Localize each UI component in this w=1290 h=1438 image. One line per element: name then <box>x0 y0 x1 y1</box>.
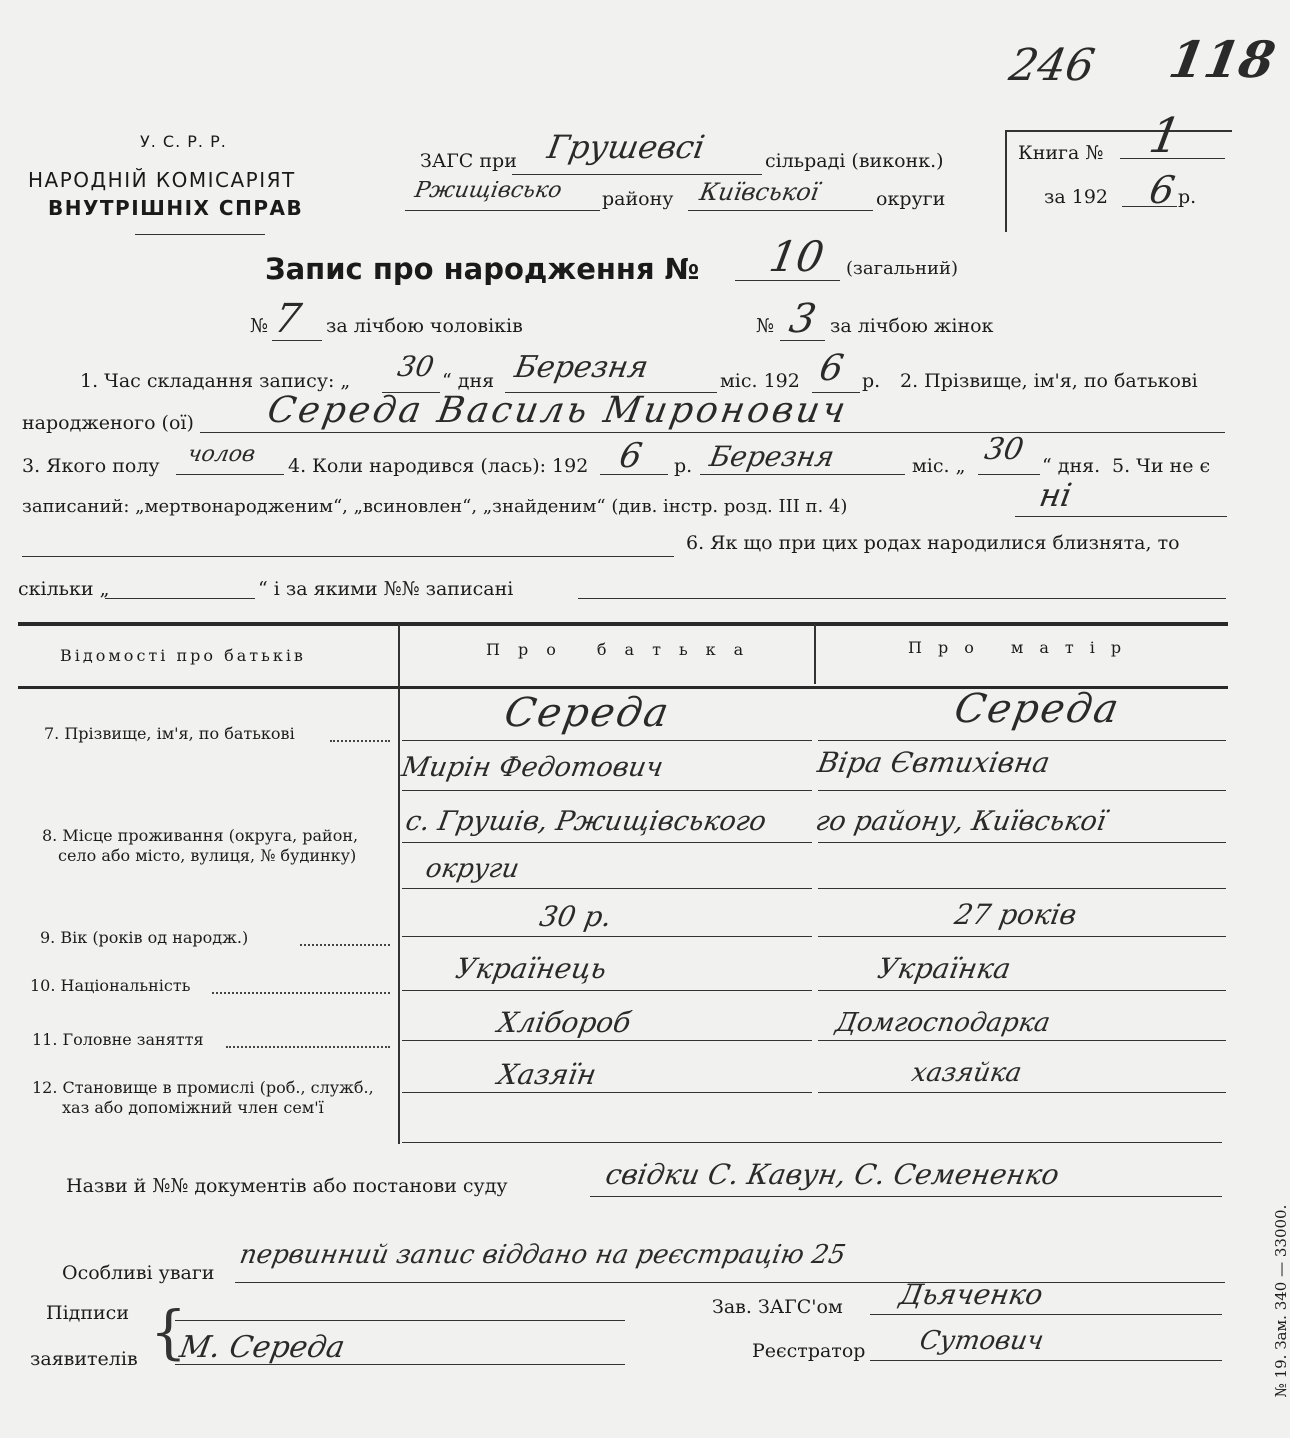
table-col-divider-2 <box>814 624 816 684</box>
affairs-label: ВНУТРІШНІХ СПРАВ <box>48 196 304 220</box>
mother-place-line-2 <box>818 888 1226 889</box>
f1-month-label: міс. 192 <box>720 370 800 392</box>
f1-year-label: р. <box>862 370 881 392</box>
mother-name-line <box>818 790 1226 791</box>
f6-numbers-line <box>578 598 1226 599</box>
row-label-name: 7. Прізвище, ім'я, по батькові <box>44 724 295 743</box>
remarks-label: Особливі уваги <box>62 1262 215 1284</box>
zags-head-signature: Дьяченко <box>897 1278 1046 1311</box>
table-top-border <box>18 622 1228 626</box>
f5-value: ні <box>1036 476 1075 514</box>
row-age-dots <box>300 944 390 946</box>
applicant-signature: М. Середа <box>176 1330 348 1365</box>
zags-head-label: Зав. ЗАГС'ом <box>712 1296 843 1318</box>
female-count-line <box>780 340 825 341</box>
registrar-signature: Сутович <box>917 1326 1046 1356</box>
f6-blank-line <box>22 556 674 557</box>
father-age-line <box>402 936 812 937</box>
father-status-line <box>402 1092 812 1093</box>
folio-number: 118 <box>1164 30 1280 89</box>
book-year-line <box>1122 206 1177 207</box>
father-surname-line <box>402 740 812 741</box>
documents-line <box>590 1196 1222 1197</box>
table-bottom-line <box>402 1142 1222 1143</box>
zags-village-line <box>512 174 762 175</box>
father-status: Хазяїн <box>495 1058 599 1091</box>
mother-status: хазяйка <box>909 1058 1024 1088</box>
table-col-divider-1 <box>398 624 400 1144</box>
f2-line <box>200 432 1225 433</box>
mother-surname-line <box>818 740 1226 741</box>
father-name: Мирін Федотович <box>399 752 666 783</box>
ussr-label: У. С. Р. Р. <box>140 132 227 151</box>
col-header-mother: Про матір <box>908 638 1138 657</box>
f6-label: 6. Як що при цих родах народилися близнята, то <box>686 532 1180 554</box>
f2-label: 2. Прізвище, ім'я, по батькові <box>900 370 1198 392</box>
row-label-age: 9. Вік (років од народж.) <box>40 928 249 947</box>
f4-day: 30 <box>981 432 1027 467</box>
female-count-label: за лічбою жінок <box>830 315 994 337</box>
book-number: 1 <box>1145 108 1186 164</box>
signatures-brace: { <box>150 1298 187 1366</box>
commissariat-label: НАРОДНІЙ КОМІСАРІЯТ <box>28 168 296 192</box>
book-year-suffix: р. <box>1178 186 1197 208</box>
okruha-line <box>688 210 873 211</box>
row-label-residence-2: село або місто, вулиця, № будинку) <box>58 846 357 865</box>
row-label-status-2: хаз або допоміжний член сем'ї <box>62 1098 324 1117</box>
district-label: району <box>602 188 674 210</box>
book-number-line <box>1120 158 1225 159</box>
f1-day: 30 <box>395 350 437 383</box>
mother-age: 27 років <box>952 898 1080 931</box>
row-label-status-1: 12. Становище в промислі (роб., служб., <box>32 1078 374 1097</box>
father-name-line <box>402 790 812 791</box>
record-number: 10 <box>765 232 828 281</box>
okruha-label: округи <box>876 188 946 210</box>
row-label-occupation: 11. Головне заняття <box>32 1030 204 1049</box>
okruha-value: Київської <box>697 178 822 206</box>
f3-label: 3. Якого полу <box>22 455 160 477</box>
f5-label: 5. Чи не є <box>1112 455 1211 477</box>
father-occupation-line <box>402 1040 812 1041</box>
remarks-line <box>235 1282 1225 1283</box>
f4-year-label: р. <box>674 455 693 477</box>
f4-month: Березня <box>707 440 837 473</box>
mother-nationality: Українка <box>875 952 1014 985</box>
applicant-line-2 <box>175 1364 625 1365</box>
father-nationality: Українець <box>453 952 610 985</box>
f4-label: 4. Коли народився (лась): 192 <box>288 455 589 477</box>
col-header-father: Про батька <box>486 640 762 659</box>
father-age: 30 р. <box>537 900 615 933</box>
row-name-dots <box>330 740 390 742</box>
book-year-digit: 6 <box>1146 168 1179 212</box>
male-count-prefix: № <box>250 315 268 337</box>
row-occupation-dots <box>226 1046 390 1048</box>
zags-suffix: сільраді (виконк.) <box>765 150 944 172</box>
father-occupation: Хлібороб <box>495 1006 634 1039</box>
f3-value: чолов <box>185 442 258 467</box>
district-value: Ржищівсько <box>412 178 564 203</box>
father-surname: Середа <box>500 690 674 736</box>
applicants-label: заявителів <box>30 1348 138 1370</box>
record-title-suffix: (загальний) <box>846 258 958 279</box>
f4-month-line <box>700 474 905 475</box>
record-title: Запис про народження № <box>265 252 700 286</box>
f5-label-2: записаний: „мертвонародженим“, „всиновлен“, „знайденим“ (див. інстр. розд. III п. 4) <box>22 496 848 517</box>
remarks-value: первинний запис віддано на реєстрацію 25 <box>237 1240 848 1270</box>
row-nationality-dots <box>212 992 390 994</box>
mother-surname: Середа <box>950 686 1124 732</box>
f1-label: 1. Час складання запису: „ <box>80 370 351 392</box>
registrar-line <box>870 1360 1222 1361</box>
registrar-label: Реєстратор <box>752 1340 866 1362</box>
header-underline <box>135 234 265 235</box>
f1-day-label: “ дня <box>442 370 495 392</box>
father-place-1: с. Грушів, Ржищівського <box>403 806 769 837</box>
f4-year-line <box>600 474 668 475</box>
mother-occupation: Домгосподарка <box>833 1008 1053 1038</box>
col-header-parents: Відомості про батьків <box>60 646 306 665</box>
female-count-number: 3 <box>785 296 820 342</box>
row-label-residence-1: 8. Місце проживання (округа, район, <box>42 826 359 845</box>
mother-occupation-line <box>818 1040 1226 1041</box>
archive-sheet-number: 246 <box>1005 40 1099 91</box>
applicant-line-1 <box>175 1320 625 1321</box>
mother-age-line <box>818 936 1226 937</box>
male-count-number: 7 <box>270 296 305 342</box>
father-place-line-2 <box>402 888 812 889</box>
male-count-line <box>272 340 322 341</box>
signatures-label: Підписи <box>46 1302 129 1324</box>
mother-place-line-1 <box>818 842 1226 843</box>
district-line <box>405 210 600 211</box>
f6-label-3: “ і за якими №№ записані <box>258 578 514 600</box>
f1-year: 6 <box>816 348 847 389</box>
book-year-prefix: за 192 <box>1044 186 1108 208</box>
f4-day-line <box>978 474 1040 475</box>
f5-line <box>1015 516 1227 517</box>
mother-name: Віра Євтихівна <box>815 746 1053 779</box>
f3-line <box>176 474 284 475</box>
father-place-line-1 <box>402 842 812 843</box>
book-label: Книга № <box>1018 142 1104 164</box>
f4-month-label: міс. „ <box>912 455 966 477</box>
mother-place-1: го району, Київської <box>813 806 1109 837</box>
father-place-2: округи <box>423 854 522 884</box>
f4-day-label: “ дня. <box>1042 455 1101 477</box>
f1-month: Березня <box>511 350 651 385</box>
documents-label: Назви й №№ документів або постанови суду <box>66 1175 508 1197</box>
record-number-line <box>735 280 840 281</box>
zags-head-line <box>870 1314 1222 1315</box>
side-print-number: № 19. Зам. 340 — 33000. <box>1272 1204 1290 1398</box>
mother-nationality-line <box>818 990 1226 991</box>
documents-value: свідки С. Кавун, С. Семененко <box>603 1158 1062 1191</box>
f2-label-2: народженого (ої) <box>22 412 194 434</box>
f6-label-2: скільки „ <box>18 578 110 600</box>
zags-village-value: Грушевсі <box>544 128 708 166</box>
row-label-nationality: 10. Національність <box>30 976 191 995</box>
zags-prefix: ЗАГС при <box>420 150 517 172</box>
f4-year: 6 <box>616 436 646 476</box>
female-count-prefix: № <box>756 315 774 337</box>
f2-value: Середа Василь Миронович <box>264 390 852 431</box>
mother-status-line <box>818 1092 1226 1093</box>
father-nationality-line <box>402 990 812 991</box>
f6-count-line <box>105 598 255 599</box>
male-count-label: за лічбою чоловіків <box>326 315 523 337</box>
